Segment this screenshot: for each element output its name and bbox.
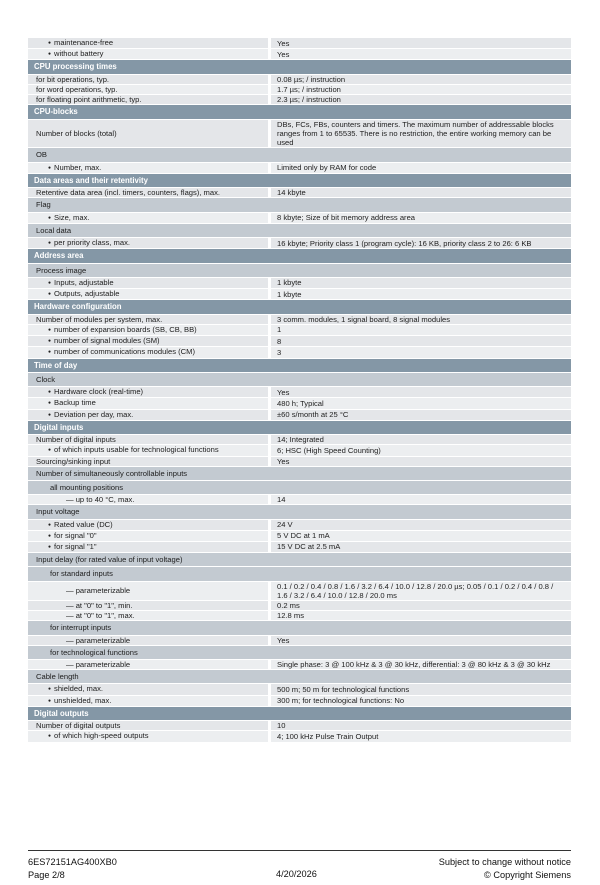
page-footer <box>28 850 571 885</box>
spec-value <box>271 49 571 59</box>
spec-value-text: 500 m; 50 m for technological functions <box>277 684 410 694</box>
spec-row <box>28 531 571 542</box>
spec-row <box>28 457 571 467</box>
spec-row <box>28 445 571 456</box>
spec-label-text: ● number of communications modules (CM) <box>48 347 195 357</box>
spec-value-text: Yes <box>277 456 290 466</box>
spec-label <box>28 336 268 346</box>
spec-label <box>28 315 268 324</box>
spec-label <box>28 75 268 84</box>
spec-value-text: Yes <box>277 38 290 48</box>
spec-value <box>271 85 571 94</box>
spec-value-text: 300 m; for technological functions: No <box>277 696 405 706</box>
spec-label-text: ● for signal "0" <box>48 531 97 541</box>
spec-row <box>28 636 571 646</box>
spec-value <box>271 435 571 444</box>
section-header: Time of day <box>28 359 571 373</box>
spec-label-text: — parameterizable <box>66 635 131 645</box>
spec-value-text: ±60 s/month at 25 °C <box>277 410 349 420</box>
spec-label-text: — at "0" to "1", min. <box>66 600 133 610</box>
spec-label <box>28 696 268 706</box>
spec-value <box>271 336 571 346</box>
subgroup-label: for interrupt inputs <box>28 621 571 635</box>
spec-value-text: 10 <box>277 721 286 731</box>
spec-label-text: Number of digital outputs <box>36 721 121 731</box>
spec-value <box>271 495 571 504</box>
subgroup-label: Number of simultaneously controllable inputs <box>28 467 571 481</box>
spec-row <box>28 163 571 174</box>
spec-label <box>28 238 268 248</box>
spec-label <box>28 531 268 541</box>
spec-row <box>28 582 571 601</box>
spec-row <box>28 325 571 336</box>
subgroup-label: Flag <box>28 198 571 212</box>
spec-label <box>28 347 268 357</box>
spec-row <box>28 495 571 505</box>
spec-value <box>271 611 571 620</box>
spec-label-text: Number of digital inputs <box>36 435 116 445</box>
spec-label <box>28 325 268 335</box>
subgroup-label: Input delay (for rated value of input voltage) <box>28 553 571 567</box>
page-number: Page 2/8 <box>28 870 65 880</box>
spec-value-text: 24 V <box>277 520 293 530</box>
spec-row <box>28 289 571 300</box>
subgroup-label: Cable length <box>28 670 571 684</box>
spec-label-text: ● Hardware clock (real-time) <box>48 387 143 397</box>
spec-label <box>28 721 268 730</box>
spec-label <box>28 398 268 408</box>
spec-label <box>28 49 268 59</box>
spec-row <box>28 213 571 224</box>
spec-value-text: 16 kbyte; Priority class 1 (program cycle): 16 KB, priority class 2 to 26: 6 KB <box>277 238 532 248</box>
spec-row <box>28 601 571 611</box>
spec-value-text: 0.2 ms <box>277 600 300 610</box>
spec-label-text: Sourcing/sinking input <box>36 456 111 466</box>
spec-label <box>28 163 268 173</box>
spec-row <box>28 347 571 358</box>
spec-row <box>28 188 571 198</box>
spec-value-text: 14 <box>277 495 286 505</box>
spec-label-text: ● for signal "1" <box>48 542 97 552</box>
spec-value-text: 1 <box>277 325 282 335</box>
spec-value <box>271 278 571 288</box>
spec-label <box>28 435 268 444</box>
spec-label <box>28 731 268 741</box>
spec-label <box>28 495 268 504</box>
spec-value <box>271 636 571 645</box>
spec-label <box>28 95 268 104</box>
spec-value-text: 2.3 µs; / instruction <box>277 95 341 105</box>
spec-label <box>28 387 268 397</box>
article-number: 6ES72151AG400XB0 <box>28 857 117 867</box>
spec-label <box>28 289 268 299</box>
subgroup-label: Process image <box>28 264 571 278</box>
spec-label-text: ● Inputs, adjustable <box>48 278 114 288</box>
spec-label <box>28 85 268 94</box>
spec-value <box>271 601 571 610</box>
spec-row <box>28 120 571 149</box>
spec-value <box>271 531 571 541</box>
spec-label-text: ● Outputs, adjustable <box>48 289 119 299</box>
spec-value-text: DBs, FCs, FBs, counters and timers. The maximum number of addressable blocks ranges from 1 to 65535. There is no restriction, the entire working memory can be used <box>277 119 554 148</box>
spec-value <box>271 387 571 397</box>
spec-row <box>28 315 571 325</box>
subgroup-label: for standard inputs <box>28 567 571 581</box>
spec-value <box>271 325 571 335</box>
subgroup-label: Input voltage <box>28 505 571 519</box>
section-header: Data areas and their retentivity <box>28 174 571 188</box>
spec-label <box>28 636 268 645</box>
subgroup-label: for technological functions <box>28 646 571 660</box>
spec-label <box>28 660 268 669</box>
subgroup-label: Clock <box>28 373 571 387</box>
spec-value <box>271 188 571 197</box>
spec-value-text: 1 kbyte <box>277 278 302 288</box>
spec-label <box>28 684 268 694</box>
spec-row <box>28 278 571 289</box>
print-date: 4/20/2026 <box>276 869 317 879</box>
spec-value-text: 1 kbyte <box>277 289 302 299</box>
spec-value <box>271 120 571 148</box>
spec-row <box>28 398 571 409</box>
spec-value <box>271 582 571 600</box>
spec-row <box>28 611 571 621</box>
spec-value <box>271 347 571 357</box>
spec-label-text: ● shielded, max. <box>48 684 103 694</box>
spec-value-text: Yes <box>277 635 290 645</box>
spec-label-text: ● number of signal modules (SM) <box>48 336 160 346</box>
spec-value-text: 3 comm. modules, 1 signal board, 8 signal modules <box>277 314 451 324</box>
spec-label <box>28 410 268 420</box>
spec-label-text: Retentive data area (incl. timers, counters, flags), max. <box>36 188 221 198</box>
spec-label-text: ● per priority class, max. <box>48 238 130 248</box>
spec-label-text: — parameterizable <box>66 586 131 596</box>
spec-label-text: ● unshielded, max. <box>48 696 111 706</box>
spec-row <box>28 75 571 85</box>
change-notice: Subject to change without notice <box>438 857 571 867</box>
spec-label-text: — up to 40 °C, max. <box>66 495 135 505</box>
spec-value-text: Single phase: 3 @ 100 kHz & 3 @ 30 kHz, differential: 3 @ 80 kHz & 3 @ 30 kHz <box>277 659 551 669</box>
spec-label-text: ● number of expansion boards (SB, CB, BB) <box>48 325 197 335</box>
spec-label-text: ● of which inputs usable for technological functions <box>48 445 219 455</box>
spec-value-text: 15 V DC at 2.5 mA <box>277 542 341 552</box>
spec-row <box>28 49 571 60</box>
spec-label-text: ● maintenance-free <box>48 38 113 48</box>
spec-label-text: — parameterizable <box>66 659 131 669</box>
subgroup-label: OB <box>28 148 571 162</box>
spec-label <box>28 601 268 610</box>
spec-value <box>271 520 571 530</box>
copyright: © Copyright Siemens <box>484 870 571 880</box>
spec-label-text: ● Rated value (DC) <box>48 520 113 530</box>
spec-row <box>28 95 571 105</box>
spec-value <box>271 75 571 84</box>
spec-row <box>28 542 571 553</box>
spec-row <box>28 520 571 531</box>
spec-value-text: 480 h; Typical <box>277 398 324 408</box>
spec-label <box>28 188 268 197</box>
spec-label-text: ● Backup time <box>48 398 96 408</box>
spec-row <box>28 435 571 445</box>
spec-value <box>271 398 571 408</box>
spec-value <box>271 684 571 694</box>
spec-value <box>271 696 571 706</box>
spec-value <box>271 457 571 466</box>
spec-label-text: ● Deviation per day, max. <box>48 410 133 420</box>
section-header: CPU processing times <box>28 60 571 74</box>
spec-label-text: ● without battery <box>48 49 103 59</box>
spec-value-text: 5 V DC at 1 mA <box>277 531 330 541</box>
spec-label <box>28 213 268 223</box>
spec-value-text: 4; 100 kHz Pulse Train Output <box>277 731 379 741</box>
spec-label-text: ● of which high-speed outputs <box>48 731 149 741</box>
spec-row <box>28 410 571 421</box>
spec-value-text: 3 <box>277 347 282 357</box>
spec-value-text: Limited only by RAM for code <box>277 163 377 173</box>
spec-row <box>28 238 571 249</box>
spec-value-text: 0.08 µs; / instruction <box>277 74 346 84</box>
spec-value-text: 12.8 ms <box>277 611 305 621</box>
spec-label <box>28 120 268 148</box>
spec-value <box>271 410 571 420</box>
spec-label-text: for bit operations, typ. <box>36 74 110 84</box>
section-header: Address area <box>28 249 571 263</box>
spec-label-text: for floating point arithmetic, typ. <box>36 95 142 105</box>
spec-label-text: Number of blocks (total) <box>36 129 117 139</box>
spec-row <box>28 336 571 347</box>
spec-value <box>271 238 571 248</box>
spec-value <box>271 213 571 223</box>
spec-label <box>28 278 268 288</box>
subgroup-label: Local data <box>28 224 571 238</box>
spec-value <box>271 721 571 730</box>
spec-label-text: ● Size, max. <box>48 213 89 223</box>
datasheet-table <box>28 38 571 743</box>
spec-value <box>271 660 571 669</box>
spec-row <box>28 387 571 398</box>
spec-value-text: 0.1 / 0.2 / 0.4 / 0.8 / 1.6 / 3.2 / 6.4 / 10.0 / 12.8 / 20.0 µs; 0.05 / 0.1 / 0.2 / 0.4 / 0.8 / 1.6 / 3.2 / 6.4 / 10.0 / 12.8 / 20.0 ms <box>277 581 554 600</box>
section-header: Digital inputs <box>28 421 571 435</box>
spec-label <box>28 445 268 455</box>
spec-label-text: — at "0" to "1", max. <box>66 611 135 621</box>
spec-value <box>271 95 571 104</box>
spec-label <box>28 582 268 600</box>
spec-label <box>28 611 268 620</box>
spec-value-text: Yes <box>277 387 290 397</box>
spec-value <box>271 542 571 552</box>
section-header: Hardware configuration <box>28 300 571 314</box>
subgroup-label: all mounting positions <box>28 481 571 495</box>
spec-label-text: Number of modules per system, max. <box>36 314 163 324</box>
spec-row <box>28 85 571 95</box>
spec-value <box>271 163 571 173</box>
spec-value-text: 6; HSC (High Speed Counting) <box>277 445 381 455</box>
spec-row <box>28 660 571 670</box>
spec-value-text: 8 <box>277 336 282 346</box>
spec-label <box>28 457 268 466</box>
spec-value-text: 1.7 µs; / instruction <box>277 85 341 95</box>
spec-row <box>28 696 571 707</box>
spec-value <box>271 289 571 299</box>
spec-value <box>271 445 571 455</box>
spec-label-text: ● Number, max. <box>48 163 101 173</box>
spec-label-text: for word operations, typ. <box>36 85 118 95</box>
spec-value-text: Yes <box>277 49 290 59</box>
spec-row <box>28 684 571 695</box>
section-header: Digital outputs <box>28 707 571 721</box>
section-header: CPU-blocks <box>28 105 571 119</box>
spec-row <box>28 731 571 742</box>
spec-value-text: 8 kbyte; Size of bit memory address area <box>277 213 416 223</box>
spec-label <box>28 520 268 530</box>
spec-label <box>28 38 268 48</box>
spec-value-text: 14; Integrated <box>277 435 324 445</box>
spec-value <box>271 38 571 48</box>
spec-value <box>271 315 571 324</box>
spec-label <box>28 542 268 552</box>
spec-value <box>271 731 571 741</box>
spec-row <box>28 721 571 731</box>
spec-row <box>28 38 571 49</box>
spec-value-text: 14 kbyte <box>277 188 306 198</box>
